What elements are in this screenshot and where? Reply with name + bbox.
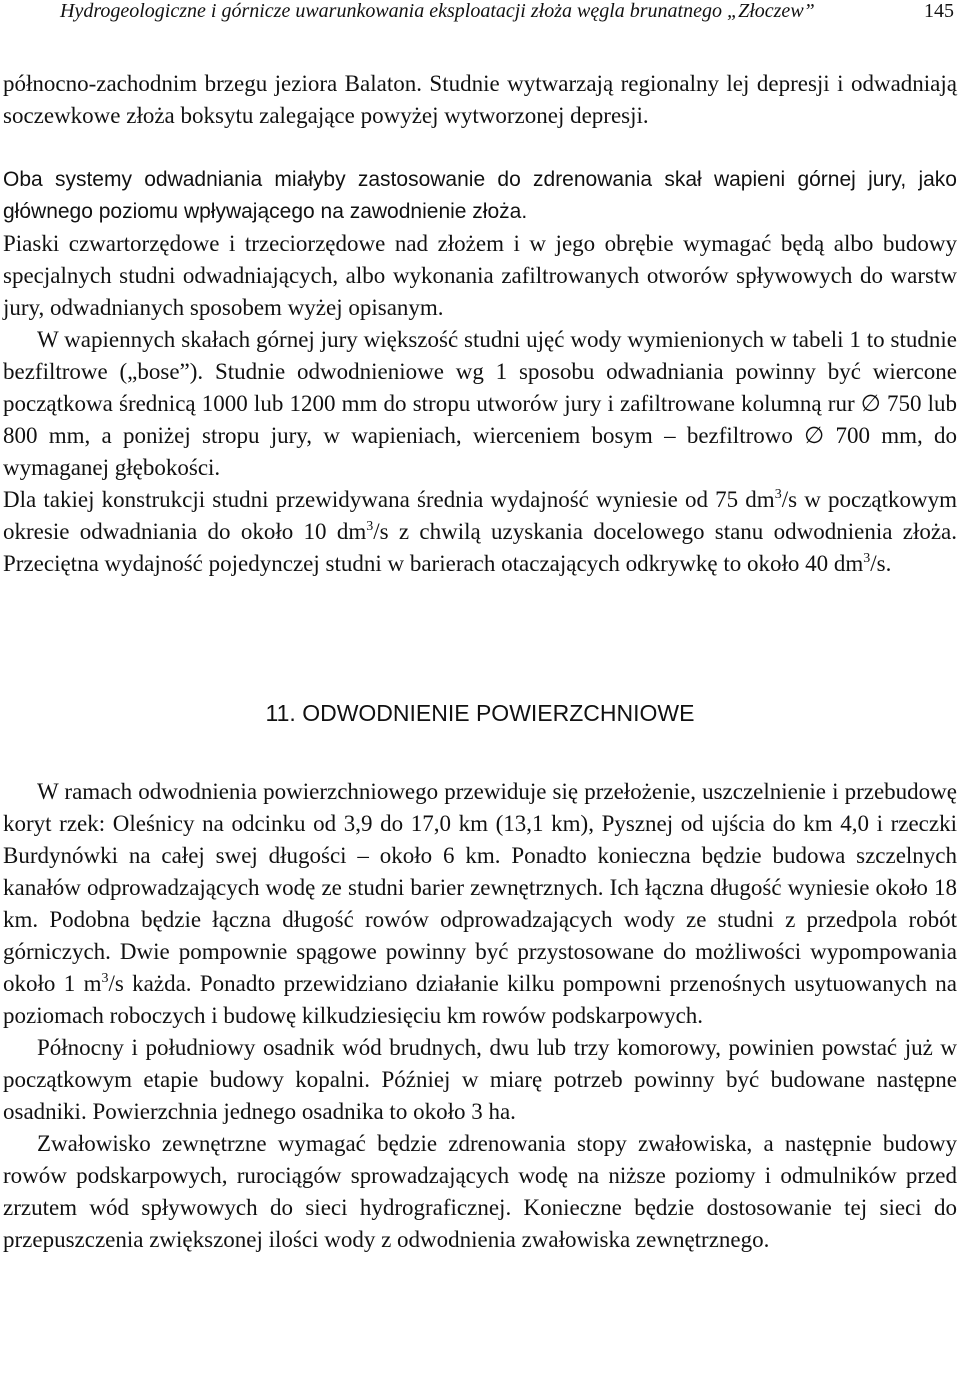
sentence-text: W wapiennych skałach górnej jury większość studni ujęć wody wymienionych w tabeli 1 to studnie bezfiltrowe („bose”). [3, 327, 957, 384]
header-title: Hydrogeologiczne i górnicze uwarunkowania eksploatacji złoża węgla brunatnego „Złoczew” [60, 0, 815, 22]
sentence-text: 700 mm, do wymaganej głębokości. [3, 423, 957, 480]
sentence-text: /s każda. [108, 971, 192, 996]
running-header [0, 0, 960, 24]
paragraph-dewatering-wells [3, 324, 957, 484]
paragraph-drainage-systems [3, 164, 957, 228]
paragraph-quaternary-sands: Piaski czwartorzędowe i trzeciorzędowe nad złożem i w jego obrębie wymagać będą albo budowy specjalnych studni odwadniających, albo wykonania zafiltrowanych otworów spływowych do warstw jury, odwadnianych sposobem wyżej opisanym. [3, 231, 957, 320]
diameter-symbol: ∅ [804, 423, 825, 448]
sentence-text: Dla takiej konstrukcji studni przewidywana średnia wydajność wyniesie od 75 dm [3, 487, 775, 512]
sentence-text: Przeciętna wydajność pojedynczej studni w barierach otaczających odkrywkę to około 40 dm [3, 551, 864, 576]
page-number: 145 [924, 0, 954, 22]
sentence-text: Ponadto przewidziano działanie kilku pompowni przenośnych usytuowanych na poziomach roboczych i budowę kilkudziesięciu km rowów podskarpowych. [3, 971, 958, 1028]
body-text-wells [3, 228, 957, 580]
sentence-text: /s w początkowym okresie odwadniania do około 10 dm [3, 487, 957, 544]
exponent: 3 [863, 551, 871, 566]
exponent: 3 [774, 487, 782, 502]
paragraph-text: Oba systemy odwadniania miałyby zastosowanie do zdrenowania skał wapieni górnej jury, jako głównego poziomu wpływającego na zawodnienie złoża. [3, 168, 957, 223]
sentence-text: /s z chwilą uzyskania docelowego stanu odwodnienia złoża. [373, 519, 957, 544]
paragraph-text: północno-zachodnim brzegu jeziora Balaton. Studnie wytwarzają regionalny lej depresji i odwadniają soczewkowe złoża boksytu zalegające powyżej wytworzonej depresji. [3, 71, 957, 128]
paragraph-rivers [3, 776, 957, 1032]
sentence-text: 750 lub 800 mm, a poniżej stropu jury, w wapieniach, wierceniem bosym – bezfiltrowo [3, 391, 958, 448]
paragraph-well-yield [3, 484, 957, 580]
section-heading: 11. ODWODNIENIE POWIERZCHNIOWE [265, 700, 695, 726]
sentence-text: Ich łączna długość wyniesie około 18 km. [3, 875, 958, 932]
sentence-text: Podobna będzie łączna długość rowów odprowadzających wody ze studni z przedpola robót górniczych. [3, 907, 957, 964]
body-text-surface-drainage [3, 776, 957, 1256]
sentence-text: Ponadto konieczna będzie budowa szczelnych kanałów odprowadzających wodę ze studni barier zewnętrznych. [3, 843, 957, 900]
sentence-text: W ramach odwodnienia powierzchniowego przewiduje się przełożenie, uszczelnienie i przebudowę koryt rzek: Oleśnicy na odcinku od 3,9 do 17,0 km (13,1 km), Pysznej od ujścia do km 4,0 i rzeczki Burdynówki na całej swej długości – około 6 km. [3, 779, 957, 868]
paragraph-settling-tanks: Północny i południowy osadnik wód brudnych, dwu lub trzy komorowy, powinien powstać już w początkowym etapie budowy kopalni. Później w miarę potrzeb powinny być budowane następne osadniki. Powierzchnia jednego osadnika to około 3 ha. [3, 1035, 957, 1124]
paragraph-external-dump: Zwałowisko zewnętrzne wymagać będzie zdrenowania stopy zwałowiska, a następnie budowy rowów podskarpowych, rurociągów sprowadzających wodę na niższe poziomy i odmulników przed zrzutem wód spływowych do sieci hydrograficznej. Konieczne będzie dostosowanie tej sieci do przepuszczenia zwiększonej ilości wody z odwodnienia zwałowiska zewnętrznego. [3, 1131, 957, 1252]
sentence-text: Studnie odwodnieniowe wg 1 sposobu odwadniania powinny być wiercone początkowa średnicą 1000 lub 1200 mm do stropu utworów jury i zafiltrowane kolumną rur [3, 359, 958, 416]
exponent: 3 [101, 971, 109, 986]
sentence-text: /s. [870, 551, 892, 576]
diameter-symbol: ∅ [860, 391, 881, 416]
sentence-text: Dwie pompownie spągowe powinny być przystosowane do możliwości wypompowania około 1 m [3, 939, 957, 996]
exponent: 3 [366, 519, 374, 534]
paragraph-balaton [3, 68, 957, 132]
